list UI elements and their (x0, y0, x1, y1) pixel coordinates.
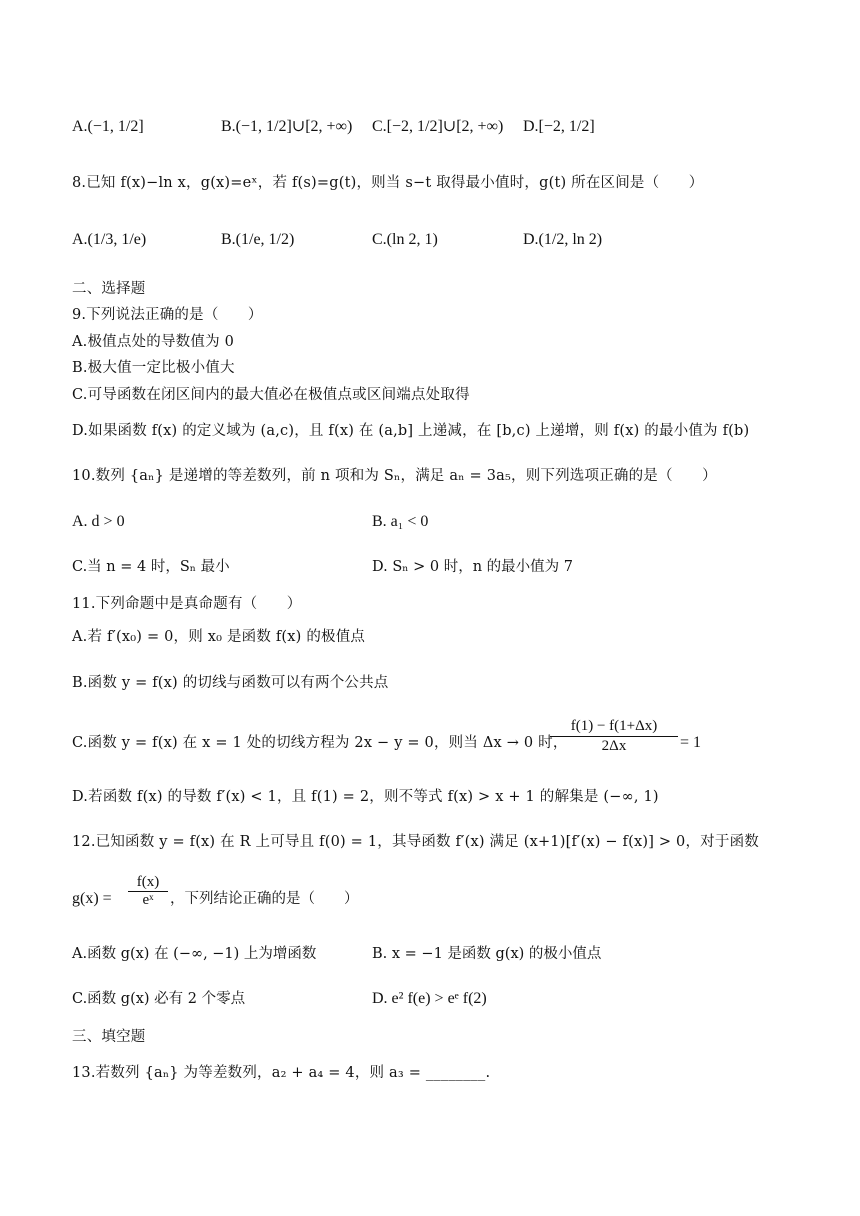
q11-option-d: D.若函数 f(x) 的导数 f′(x) < 1，且 f(1) = 2，则不等式 f(x) > x + 1 的解集是 (−∞, 1) (72, 789, 659, 805)
q7-option-d: D.[−2, 1/2] (523, 118, 595, 135)
q12-g-tail: ，下列结论正确的是（ ） (170, 891, 359, 907)
q11-c-denominator: 2Δx (601, 738, 627, 754)
section-heading-2: 二、选择题 (72, 281, 146, 297)
q11-option-b: B.函数 y = f(x) 的切线与函数可以有两个公共点 (72, 675, 389, 691)
q10-option-b: B. a₁ < 0 (372, 513, 429, 530)
q7-option-b: B.(−1, 1/2]∪[2, +∞) (221, 118, 353, 135)
q12-g-fraction (128, 874, 168, 909)
q10-option-c: C.当 n = 4 时，Sₙ 最小 (72, 559, 230, 575)
q11-stem: 11.下列命题中是真命题有（ ） (72, 596, 302, 612)
q8-option-b: B.(1/e, 1/2) (221, 231, 295, 248)
q11-option-a: A.若 f′(x₀) = 0，则 x₀ 是函数 f(x) 的极值点 (72, 629, 366, 645)
q12-option-a: A.函数 g(x) 在 (−∞, −1) 上为增函数 (72, 946, 317, 962)
q11-c-equals: = 1 (680, 734, 702, 751)
section-heading-3: 三、填空题 (72, 1029, 146, 1045)
q11-option-c-fraction (550, 718, 678, 755)
q7-option-c: C.[−2, 1/2]∪[2, +∞) (372, 118, 504, 135)
q9-option-b: B.极大值一定比极小值大 (72, 360, 235, 376)
q13-stem: 13.若数列 {aₙ} 为等差数列，a₂ + a₄ = 4，则 a₃ = ________. (72, 1065, 491, 1081)
q12-g-denominator: eˣ (142, 892, 154, 908)
q9-stem: 9.下列说法正确的是（ ） (72, 307, 263, 323)
q10-stem: 10.数列 {aₙ} 是递增的等差数列，前 n 项和为 Sₙ，满足 aₙ = 3a₅，则下列选项正确的是（ ） (72, 468, 717, 484)
q8-option-d: D.(1/2, ln 2) (523, 231, 603, 248)
q12-g-lhs: g(x) = (72, 890, 112, 907)
q11-option-c-text: C.函数 y = f(x) 在 x = 1 处的切线方程为 2x − y = 0，则当 Δx → 0 时， (72, 735, 568, 751)
q11-c-numerator: f(1) − f(1+Δx) (550, 718, 678, 737)
q10-option-a: A. d > 0 (72, 513, 125, 530)
q12-g-numerator: f(x) (128, 874, 168, 892)
q12-stem: 12.已知函数 y = f(x) 在 R 上可导且 f(0) = 1，其导函数 f′(x) 满足 (x+1)[f′(x) − f(x)] > 0，对于函数 (72, 834, 759, 850)
q8-option-a: A.(1/3, 1/e) (72, 231, 147, 248)
q9-option-a: A.极值点处的导数值为 0 (72, 334, 235, 350)
q10-option-d: D. Sₙ > 0 时，n 的最小值为 7 (372, 559, 574, 575)
q12-option-d: D. e² f(e) > eᵉ f(2) (372, 990, 487, 1007)
q12-option-c: C.函数 g(x) 必有 2 个零点 (72, 991, 246, 1007)
q8-stem: 8.已知 f(x)−ln x，g(x)=eˣ，若 f(s)=g(t)，则当 s−t 取得最小值时，g(t) 所在区间是（ ） (72, 175, 704, 191)
q7-option-a: A.(−1, 1/2] (72, 118, 144, 135)
q9-option-c: C.可导函数在闭区间内的最大值必在极值点或区间端点处取得 (72, 387, 470, 403)
q12-option-b: B. x = −1 是函数 g(x) 的极小值点 (372, 946, 602, 962)
q9-option-d: D.如果函数 f(x) 的定义域为 (a,c)，且 f(x) 在 (a,b] 上递减，在 [b,c) 上递增，则 f(x) 的最小值为 f(b) (72, 423, 750, 439)
q8-option-c: C.(ln 2, 1) (372, 231, 438, 248)
